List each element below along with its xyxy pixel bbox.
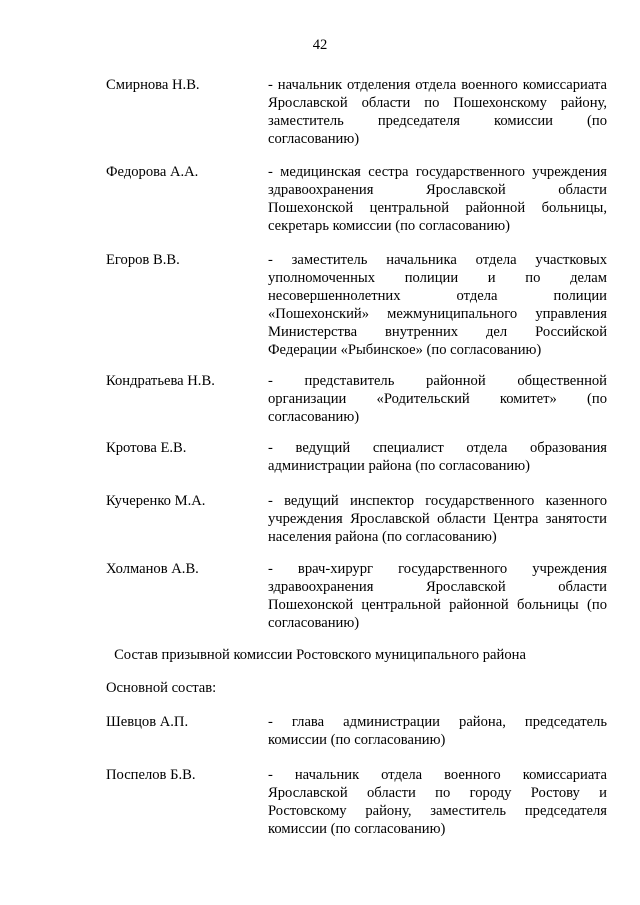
member-name: Егоров В.В. (106, 252, 180, 268)
page-number: 42 (312, 37, 328, 53)
role-line: администрации района (по согласованию) (268, 458, 530, 474)
role-line: Ярославской области по Пошехонскому району, (268, 95, 607, 111)
role-line: - врач-хирург государственного учреждения (268, 561, 607, 577)
subsection-title: Основной состав: (106, 680, 217, 696)
member-role (268, 560, 607, 632)
role-line: заместитель председателя комиссии (по (268, 113, 607, 129)
role-line: Министерства внутренних дел Российской (268, 324, 607, 340)
role-line: «Пошехонский» межмуниципального управления (268, 306, 607, 322)
role-line: Пошехонской центральной районной больницы, (268, 200, 607, 216)
role-line: учреждения Ярославской области Центра занятости (268, 511, 607, 527)
role-line: - заместитель начальника отдела участковых (268, 252, 607, 268)
member-role (268, 76, 607, 148)
role-line: Пошехонской центральной районной больницы (по (268, 597, 607, 613)
member-role (268, 372, 607, 426)
role-line: согласованию) (268, 615, 360, 631)
member-name: Шевцов А.П. (106, 714, 189, 730)
member-name: Кротова Е.В. (106, 440, 187, 456)
role-line: - медицинская сестра государственного учреждения (268, 164, 607, 180)
member-role (268, 251, 607, 359)
member-name: Поспелов Б.В. (106, 767, 196, 783)
member-name: Федорова А.А. (106, 164, 199, 180)
member-role (268, 713, 607, 749)
member-name: Кондратьева Н.В. (106, 373, 215, 389)
member-name: Смирнова Н.В. (106, 77, 200, 93)
role-line: комиссии (по согласованию) (268, 732, 446, 748)
role-line: организации «Родительский комитет» (по (268, 391, 607, 407)
role-line: уполномоченных полиции и по делам (268, 270, 607, 286)
role-line: Федерации «Рыбинское» (по согласованию) (268, 342, 542, 358)
role-line: Ярославской области по городу Ростову и (268, 785, 607, 801)
role-line: населения района (по согласованию) (268, 529, 497, 545)
role-line: - начальник отделения отдела военного комиссариата (268, 77, 607, 93)
role-line: - ведущий инспектор государственного казенного (268, 493, 607, 509)
role-line: согласованию) (268, 131, 360, 147)
member-role (268, 439, 607, 475)
member-role (268, 492, 607, 546)
role-line: здравоохранения Ярославской области (268, 579, 607, 595)
member-role (268, 766, 607, 838)
section-title: Состав призывной комиссии Ростовского муниципального района (114, 647, 526, 663)
role-line: здравоохранения Ярославской области (268, 182, 607, 198)
role-line: комиссии (по согласованию) (268, 821, 446, 837)
member-name: Кучеренко М.А. (106, 493, 206, 509)
member-name: Холманов А.В. (106, 561, 199, 577)
role-line: - начальник отдела военного комиссариата (268, 767, 607, 783)
role-line: несовершеннолетних отдела полиции (268, 288, 607, 304)
role-line: секретарь комиссии (по согласованию) (268, 218, 510, 234)
member-role (268, 163, 607, 235)
role-line: - ведущий специалист отдела образования (268, 440, 607, 456)
role-line: - глава администрации района, председатель (268, 714, 607, 730)
role-line: Ростовскому району, заместитель председателя (268, 803, 607, 819)
role-line: - представитель районной общественной (268, 373, 607, 389)
role-line: согласованию) (268, 409, 360, 425)
